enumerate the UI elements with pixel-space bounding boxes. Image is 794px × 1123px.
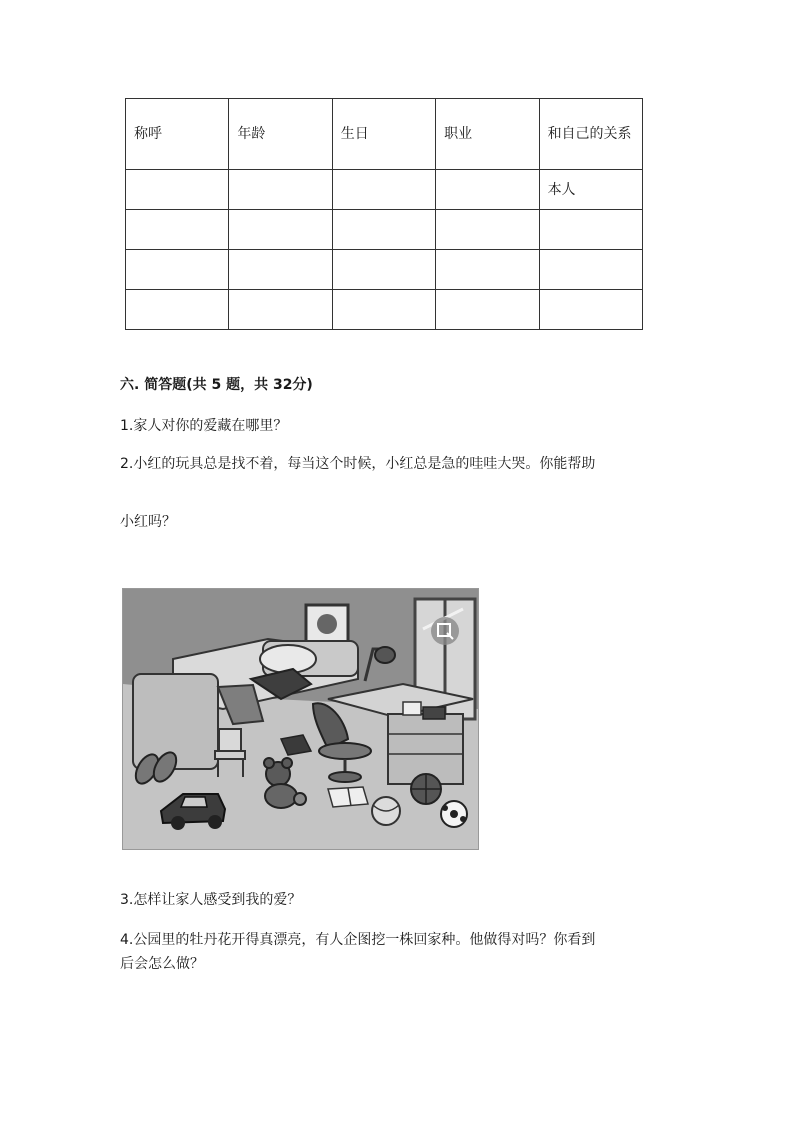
table-row xyxy=(126,170,643,210)
table-cell xyxy=(126,250,229,290)
table-cell xyxy=(126,170,229,210)
table-cell xyxy=(332,210,435,250)
zoom-icon[interactable] xyxy=(431,617,459,645)
table-header-row xyxy=(126,99,643,170)
table-cell xyxy=(126,210,229,250)
section-title: 六. 简答题(共 5 题，共 32分) xyxy=(120,377,313,393)
room-drawing xyxy=(123,589,478,849)
table-row xyxy=(126,250,643,290)
table-cell xyxy=(229,210,332,250)
table-cell xyxy=(229,170,332,210)
table-cell xyxy=(126,290,229,330)
header-cell: 称呼 xyxy=(126,99,229,170)
header-cell: 职业 xyxy=(436,99,539,170)
table-cell xyxy=(229,250,332,290)
messy-room-illustration xyxy=(122,588,479,850)
table-cell xyxy=(436,210,539,250)
table-cell xyxy=(539,250,642,290)
table-cell xyxy=(332,290,435,330)
table-cell xyxy=(436,250,539,290)
table-cell xyxy=(436,290,539,330)
family-info-table xyxy=(125,98,643,330)
table-cell xyxy=(332,170,435,210)
question-2-line-1: 2.小红的玩具总是找不着，每当这个时候，小红总是急的哇哇大哭。你能帮助 xyxy=(120,456,596,472)
header-cell: 生日 xyxy=(332,99,435,170)
question-1: 1.家人对你的爱藏在哪里？ xyxy=(120,418,288,434)
question-4-line-2: 后会怎么做？ xyxy=(120,956,204,972)
question-2-line-2: 小红吗？ xyxy=(120,514,176,530)
table-row xyxy=(126,210,643,250)
header-cell: 年龄 xyxy=(229,99,332,170)
question-3: 3.怎样让家人感受到我的爱？ xyxy=(120,892,302,908)
table-cell xyxy=(436,170,539,210)
table-cell xyxy=(229,290,332,330)
table-cell xyxy=(332,250,435,290)
wall-picture xyxy=(306,605,348,643)
table-cell xyxy=(539,290,642,330)
question-4-line-1: 4.公园里的牡丹花开得真漂亮，有人企图挖一株回家种。他做得对吗？你看到 xyxy=(120,932,596,948)
table-cell xyxy=(539,210,642,250)
header-cell: 和自己的关系 xyxy=(539,99,642,170)
table-cell: 本人 xyxy=(539,170,642,210)
table-row xyxy=(126,290,643,330)
